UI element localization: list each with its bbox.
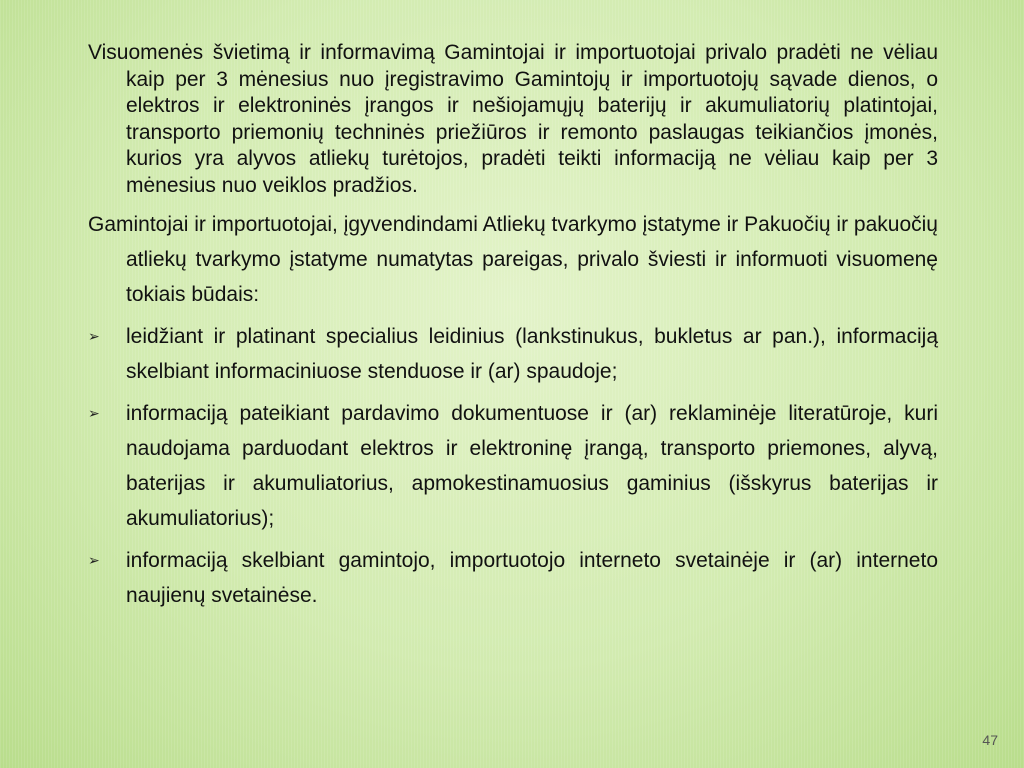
list-item-text: informaciją skelbiant gamintojo, importuotojo interneto svetainėje ir (ar) interneto naujienų svetainėse. (126, 549, 938, 607)
chevron-right-icon: ➢ (88, 405, 100, 421)
paragraph-public-education: Visuomenės švietimą ir informavimą Gamintojai ir importuotojai privalo pradėti ne vėliau kaip per 3 mėnesius nuo įregistravimo Gamintojų ir importuotojų sąvade dienos, o elektros ir elektroninės įrangos ir nešiojamųjų baterijų ir akumuliatorių platintojai, transporto priemonių techninės priežiūros ir remonto paslaugas teikiančios įmonės, kurios yra alyvos atliekų turėtojos, pradėti teikti informaciją ne vėliau kaip per 3 mėnesius nuo veiklos pradžios. (88, 41, 938, 197)
list-item (88, 319, 938, 389)
list-item (88, 543, 938, 613)
list-item-text: leidžiant ir platinant specialius leidinius (lankstinukus, bukletus ar pan.), informaciją skelbiant informaciniuose stenduose ir (ar) spaudoje; (126, 325, 938, 383)
page-number: 47 (982, 732, 998, 748)
list-item (88, 396, 938, 536)
list-item-text: informaciją pateikiant pardavimo dokumentuose ir (ar) reklaminėje literatūroje, kuri naudojama parduodant elektros ir elektroninę įrangą, transporto priemones, alyvą, baterijas ir akumuliatorius, apmokestinamuosius gaminius (išskyrus baterijas ir akumuliatorius); (126, 402, 938, 530)
slide-body (88, 40, 938, 613)
chevron-right-icon: ➢ (88, 328, 100, 344)
paragraph-obligations-intro: Gamintojai ir importuotojai, įgyvendindami Atliekų tvarkymo įstatyme ir Pakuočių ir pakuočių atliekų tvarkymo įstatyme numatytas pareigas, privalo šviesti ir informuoti visuomenę tokiais būdais: (88, 213, 938, 306)
chevron-right-icon: ➢ (88, 552, 100, 568)
